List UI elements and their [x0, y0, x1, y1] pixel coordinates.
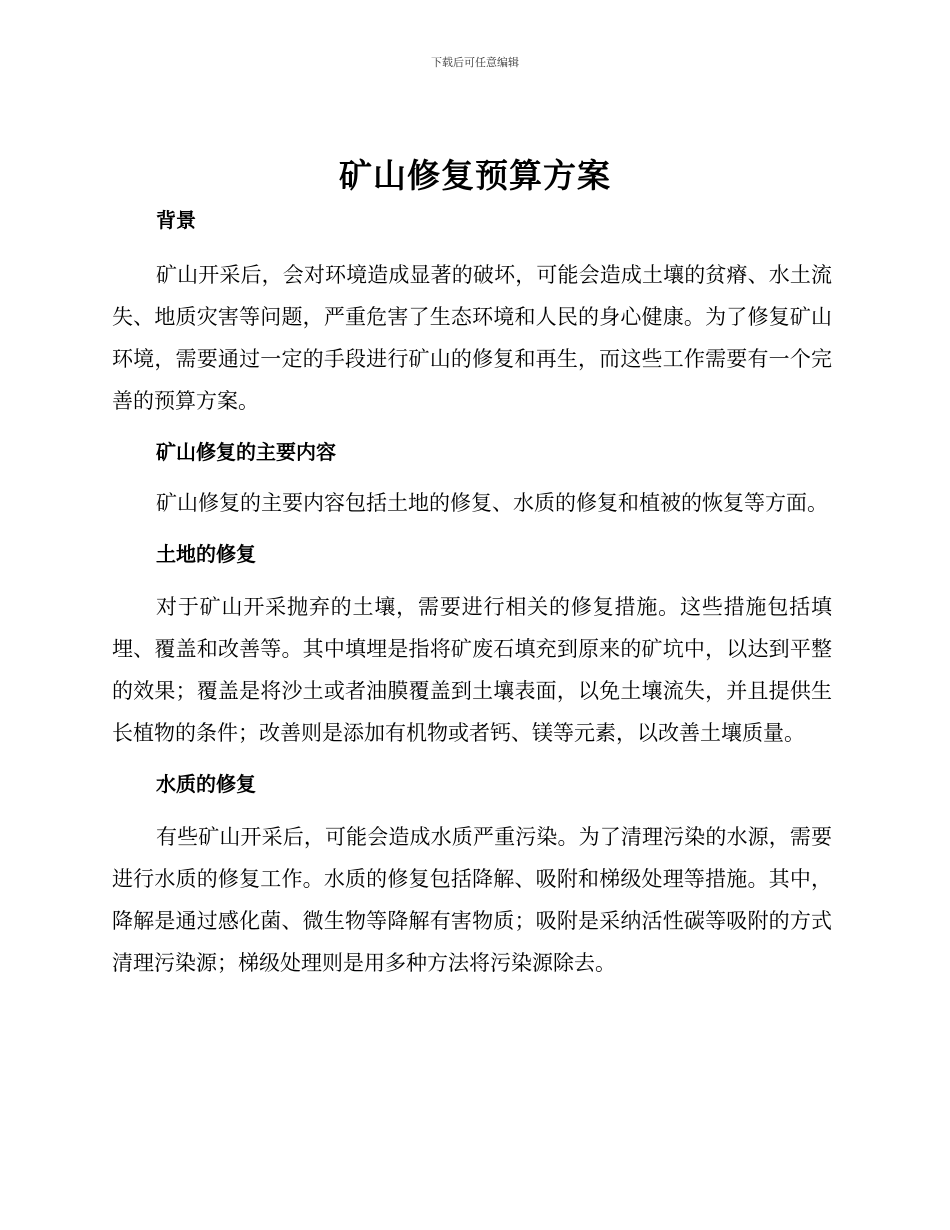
document-title: 矿山修复预算方案 [339, 156, 611, 195]
section-heading-land-restoration: 土地的修复 [156, 542, 256, 566]
section-paragraph-land-restoration: 对于矿山开采抛弃的土壤，需要进行相关的修复措施。这些措施包括填埋、覆盖和改善等。其中填埋是指将矿废石填充到原来的矿坑中，以达到平整的效果；覆盖是将沙土或者油膜覆盖到土壤表面，以免土壤流失，并且提供生长植物的条件；改善则是添加有机物或者钙、镁等元素，以改善土壤质量。 [112, 595, 832, 745]
section-paragraph-main-content: 矿山修复的主要内容包括土地的修复、水质的修复和植被的恢复等方面。 [156, 491, 828, 515]
document-body [112, 204, 832, 984]
section-heading-background: 背景 [156, 208, 196, 232]
section-paragraph-background: 矿山开采后，会对环境造成显著的破坏，可能会造成土壤的贫瘠、水土流失、地质灾害等问题，严重危害了生态环境和人民的身心健康。为了修复矿山环境，需要通过一定的手段进行矿山的修复和再生，而这些工作需要有一个完善的预算方案。 [112, 263, 832, 413]
section-heading-main-content: 矿山修复的主要内容 [156, 440, 336, 464]
page-header-note: 下载后可任意编辑 [431, 56, 519, 69]
section-heading-water-restoration: 水质的修复 [156, 772, 256, 796]
section-paragraph-water-restoration: 有些矿山开采后，可能会造成水质严重污染。为了清理污染的水源，需要进行水质的修复工作。水质的修复包括降解、吸附和梯级处理等措施。其中，降解是通过感化菌、微生物等降解有害物质；吸附是采纳活性碳等吸附的方式清理污染源；梯级处理则是用多种方法将污染源除去。 [112, 825, 832, 975]
